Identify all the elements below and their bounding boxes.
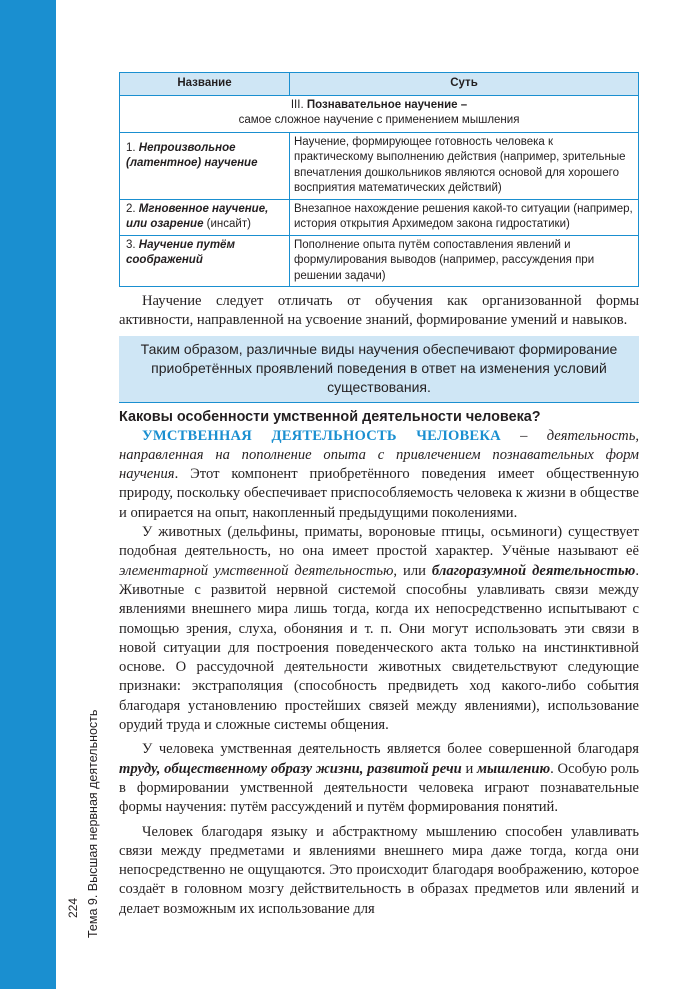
paragraph-text: . Животные с развитой нервной системой способны улавливать связи между явлениями внешнего мира лишь тогда, когда их непосредственно испытывают с помощью зрения, слуха, обоняния и т. п. Они могут использовать эти связи в новой ситуации для построения поведенческого акта только на инстинктивной основе. О рассудочной деятельности животных свидетельствуют следующие признаки: экстраполяция (способность предвидеть ход какого-либо события благодаря установлению простейших связей между явлениями), использование орудий труда и сложные системы общения. [119,562,639,734]
page-number: 224 [66,897,80,918]
row-number: 3. [126,238,139,251]
row-name-cell [120,235,290,287]
bold-emphasis-text: благоразумной деятельностью [431,562,636,579]
table-row [120,199,639,235]
row-essence: Научение, формирующее готовность человека к практическому выполнению действия (например, зрительные впечатления дошкольников являются основой для хорошего восприятия математических действий) [290,132,639,199]
row-number: 1. [126,141,139,154]
paragraph-text: , или [393,562,432,579]
learning-types-table [119,72,639,287]
table-row [120,235,639,287]
row-number: 2. [126,202,139,215]
section-title [120,95,639,132]
row-name: Непроизвольное (латентное) научение [126,141,258,169]
bold-emphasis-text: мышлению [477,760,551,777]
intro-paragraph: Научение следует отличать от обучения как организованной формы активности, направленной на усвоение знаний, формирование умений и навыков. [119,293,639,329]
table-section-row [120,95,639,132]
page-content [119,72,639,919]
summary-highlight-box: Таким образом, различные виды научения обеспечивают формирование приобретённых проявлений поведения в ответ на изменения условий существования. [119,336,639,403]
paragraph-text: . Этот компонент приобретённого поведения имеет общественную природу, поскольку обеспечивает приспособляемость человека к жизни в обществе и опирается на опыт, накопленный предыдущими поколениями. [119,466,639,521]
table-row [120,132,639,199]
section-number: III. [290,98,307,111]
paragraph-human [119,740,639,817]
row-name: Научение путём соображений [126,238,235,266]
paragraph-text: У человека умственная деятельность является более совершенной благодаря [142,741,639,758]
bold-emphasis-text: труду, общественному образу жизни, развитой речи [119,760,462,777]
column-header-name: Название [120,73,290,96]
paragraph-language: Человек благодаря языку и абстрактному мышлению способен улавливать связи между предметами и явлениями внешнего мира даже тогда, когда они непосредственно не ощущаются. Это происходит благодаря воображению, которое создаёт в головном мозгу действительность в образах предметов или явлений и делает возможным их использование для [119,823,639,917]
row-name: Мгновенное научение, или озарение [126,202,269,230]
term-dash: – [500,427,547,444]
emphasis-text: элементарной умственной деятельностью [119,562,394,579]
term-definition: деятельность, направленная на пополнение опыта с привлечением познавательных форм научения [119,427,640,483]
section-title-bold: Познавательное научение – [306,98,468,111]
key-term: УМСТВЕННАЯ ДЕЯТЕЛЬНОСТЬ ЧЕЛОВЕКА [142,427,501,444]
paragraph-definition [119,427,639,523]
section-subtitle: самое сложное научение с применением мышления [238,114,520,126]
row-name-extra: (инсайт) [203,218,251,230]
row-name-cell [120,199,290,235]
section-heading: Каковы особенности умственной деятельности человека? [119,408,541,425]
chapter-title: Тема 9. Высшая нервная деятельность [86,709,100,938]
column-header-essence: Суть [290,73,639,96]
row-essence: Пополнение опыта путём сопоставления явлений и формулирования выводов (например, рассуждения при решении задачи) [290,235,639,287]
row-name-cell [120,132,290,199]
row-essence: Внезапное нахождение решения какой-то ситуации (например, история открытия Архимедом закона гидростатики) [290,199,639,235]
table-header-row [120,73,639,96]
paragraph-text: . Особую роль в формировании умственной деятельности человека играют познавательные формы научения: путём рассуждений и путём формирования понятий. [119,760,640,816]
paragraph-animals [119,523,639,735]
paragraph-text: и [461,760,478,777]
paragraph-text: У животных (дельфины, приматы, вороновые птицы, осьминоги) существует подобная деятельность, но она имеет простой характер. Учёные называют её [119,524,639,560]
